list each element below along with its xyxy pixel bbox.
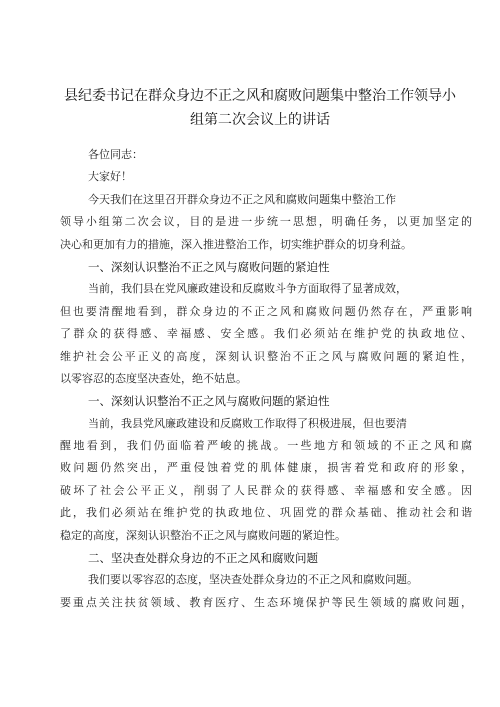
salutation: 各位同志： [88,148,143,161]
paragraph-line: 要重点关注扶贫领域、教育医疗、生态环境保护等民生领域的腐败问题， [60,595,472,609]
document-title [60,84,460,132]
section-heading-1: 一、深刻认识整治不正之风与腐败问题的紧迫性 [88,259,330,274]
section-2-paragraph [60,413,472,547]
intro-line: 决心和更加有力的措施，深入推进整治工作，切实维护群众的切身利益。 [60,237,412,251]
paragraph-line: 此，我们必须站在维护党的执政地位、巩固党的群众基础、推动社会和谐 [60,506,472,520]
paragraph-line: 醒地看到，我们仍面临着严峻的挑战。一些地方和领域的不正之风和腐 [60,439,472,453]
section-heading-3: 二、坚决查处群众身边的不正之风和腐败问题 [88,551,318,566]
section-heading-2: 一、深刻认识整治不正之风与腐败问题的紧迫性 [88,394,330,409]
paragraph-line: 破坏了社会公平正义，削弱了人民群众的获得感、幸福感和安全感。因 [60,483,472,497]
title-line-2: 组第二次会议上的讲话 [190,112,330,128]
title-line-1: 县纪委书记在群众身边不正之风和腐败问题集中整治工作领导小 [64,88,456,104]
section-3-paragraph [60,569,472,614]
paragraph-line: 但也要清醒地看到，群众身边的不正之风和腐败问题仍然存在，严重影响 [60,304,472,318]
paragraph-line: 以零容忍的态度坚决查处，绝不姑息。 [60,371,247,385]
intro-line: 今天我们在这里召开群众身边不正之风和腐败问题集中整治工作 [88,192,396,206]
paragraph-line: 维护社会公平正义的高度，深刻认识整治不正之风与腐败问题的紧迫性， [60,349,472,363]
paragraph-line: 了群众的获得感、幸福感、安全感。我们必须站在维护党的执政地位、 [60,327,472,341]
greeting: 大家好！ [88,170,132,184]
paragraph-line: 当前，我们县在党风廉政建设和反腐败斗争方面取得了显著成效， [88,282,407,296]
paragraph-line: 当前，我县党风廉政建设和反腐败工作取得了积极进展，但也要清 [88,416,407,430]
paragraph-line: 败问题仍然突出，严重侵蚀着党的肌体健康，损害着党和政府的形象， [60,461,472,475]
paragraph-line: 稳定的高度，深刻认识整治不正之风与腐败问题的紧迫性。 [60,528,346,542]
section-1-paragraph [60,278,472,390]
intro-paragraph [60,189,472,256]
paragraph-line: 我们要以零容忍的态度，坚决查处群众身边的不正之风和腐败问题。 [88,573,418,587]
intro-line: 领导小组第二次会议，目的是进一步统一思想，明确任务，以更加坚定的 [60,215,472,229]
document-body [60,144,472,614]
